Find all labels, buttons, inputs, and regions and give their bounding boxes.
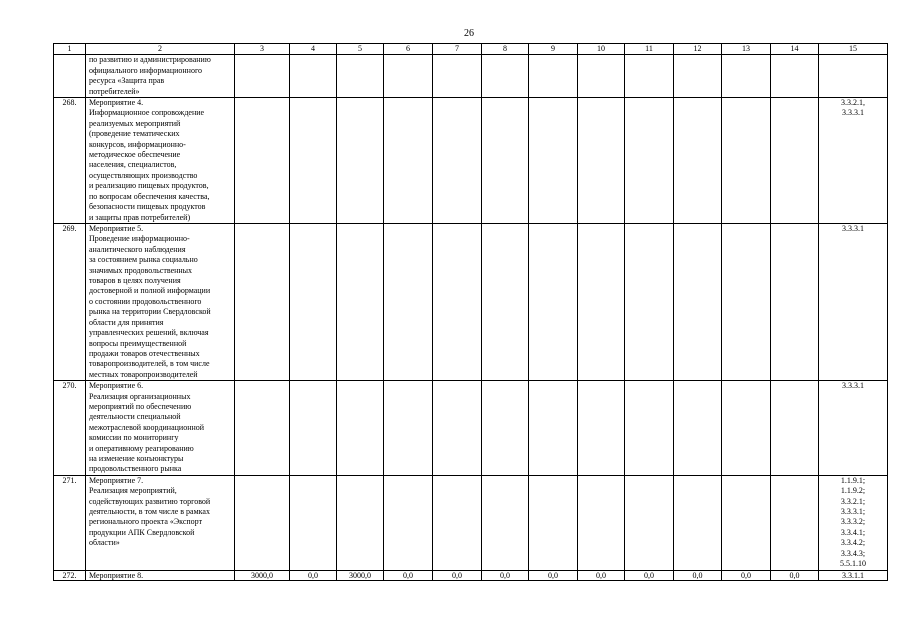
value-cell: 0,0 bbox=[771, 570, 819, 580]
value-cell bbox=[578, 381, 625, 476]
column-header: 14 bbox=[771, 44, 819, 55]
activity-description: Мероприятие 6. Реализация организационных мероприятий по обеспечению деятельности специальной межотраслевой координационной комиссии по мониторингу и оперативному реагированию на изменение конъюнктуры продовольственного рынка bbox=[86, 381, 235, 476]
value-cell bbox=[722, 98, 771, 224]
value-cell: 0,0 bbox=[722, 570, 771, 580]
value-cell bbox=[529, 98, 578, 224]
value-cell bbox=[235, 475, 290, 570]
value-cell bbox=[384, 55, 433, 98]
value-cell bbox=[235, 55, 290, 98]
value-cell bbox=[674, 381, 722, 476]
activity-description: Мероприятие 7. Реализация мероприятий, содействующих развитию торговой деятельности, в том числе в рамках регионального проекта «Экспорт продукции АПК Свердловской области» bbox=[86, 475, 235, 570]
row-number: 272. bbox=[54, 570, 86, 580]
value-cell bbox=[337, 98, 384, 224]
value-cell bbox=[722, 475, 771, 570]
value-cell bbox=[337, 224, 384, 381]
value-cell: 3000,0 bbox=[337, 570, 384, 580]
value-cell bbox=[235, 98, 290, 224]
column-header: 13 bbox=[722, 44, 771, 55]
target-indicators: 3.3.3.1 bbox=[819, 224, 888, 381]
value-cell bbox=[529, 381, 578, 476]
value-cell bbox=[578, 224, 625, 381]
value-cell bbox=[290, 381, 337, 476]
value-cell bbox=[433, 381, 482, 476]
column-header: 15 bbox=[819, 44, 888, 55]
value-cell bbox=[290, 224, 337, 381]
value-cell bbox=[771, 55, 819, 98]
value-cell bbox=[290, 475, 337, 570]
table-row bbox=[54, 224, 888, 381]
value-cell bbox=[290, 98, 337, 224]
row-number bbox=[54, 55, 86, 98]
row-number: 270. bbox=[54, 381, 86, 476]
value-cell: 0,0 bbox=[625, 570, 674, 580]
value-cell bbox=[337, 381, 384, 476]
value-cell bbox=[578, 98, 625, 224]
value-cell bbox=[384, 381, 433, 476]
value-cell bbox=[482, 381, 529, 476]
column-header: 8 bbox=[482, 44, 529, 55]
table-row bbox=[54, 570, 888, 580]
value-cell bbox=[674, 475, 722, 570]
page-number: 26 bbox=[464, 28, 474, 39]
value-cell: 0,0 bbox=[433, 570, 482, 580]
target-indicators: 3.3.2.1, 3.3.3.1 bbox=[819, 98, 888, 224]
value-cell bbox=[771, 475, 819, 570]
table-row bbox=[54, 55, 888, 98]
value-cell bbox=[529, 55, 578, 98]
target-indicators: 3.3.3.1 bbox=[819, 381, 888, 476]
value-cell bbox=[384, 475, 433, 570]
value-cell bbox=[433, 475, 482, 570]
value-cell bbox=[433, 98, 482, 224]
value-cell bbox=[625, 55, 674, 98]
column-header: 7 bbox=[433, 44, 482, 55]
activity-description: Мероприятие 8. bbox=[86, 570, 235, 580]
column-header: 3 bbox=[235, 44, 290, 55]
activity-description: Мероприятие 5. Проведение информационно- аналитического наблюдения за состоянием рынка социально значимых продовольственных товаров в целях получения достоверной и полной информации о состоянии продовольственного рынка на территории Свердловской области для принятия управленческих решений, включая вопросы преимущественной продажи товаров отечественных товаропроизводителей, в том числе местных товаропроизводителей bbox=[86, 224, 235, 381]
value-cell bbox=[482, 475, 529, 570]
value-cell bbox=[625, 98, 674, 224]
value-cell bbox=[235, 224, 290, 381]
value-cell bbox=[529, 224, 578, 381]
value-cell: 0,0 bbox=[482, 570, 529, 580]
value-cell bbox=[625, 224, 674, 381]
header-row bbox=[54, 44, 888, 55]
column-header: 2 bbox=[86, 44, 235, 55]
activities-table bbox=[53, 43, 888, 581]
row-number: 269. bbox=[54, 224, 86, 381]
column-header: 10 bbox=[578, 44, 625, 55]
value-cell bbox=[337, 475, 384, 570]
value-cell bbox=[722, 381, 771, 476]
value-cell bbox=[722, 224, 771, 381]
value-cell bbox=[290, 55, 337, 98]
value-cell bbox=[482, 55, 529, 98]
value-cell bbox=[625, 381, 674, 476]
activity-description: по развитию и администрированию официального информационного ресурса «Защита прав потребителей» bbox=[86, 55, 235, 98]
column-header: 11 bbox=[625, 44, 674, 55]
value-cell bbox=[578, 475, 625, 570]
target-indicators bbox=[819, 55, 888, 98]
column-header: 5 bbox=[337, 44, 384, 55]
value-cell bbox=[337, 55, 384, 98]
value-cell bbox=[529, 475, 578, 570]
value-cell bbox=[771, 224, 819, 381]
value-cell bbox=[578, 55, 625, 98]
value-cell bbox=[674, 55, 722, 98]
value-cell bbox=[482, 224, 529, 381]
value-cell bbox=[433, 224, 482, 381]
table-row bbox=[54, 381, 888, 476]
value-cell bbox=[482, 98, 529, 224]
value-cell bbox=[771, 98, 819, 224]
value-cell bbox=[384, 224, 433, 381]
target-indicators: 3.3.1.1 bbox=[819, 570, 888, 580]
table-row bbox=[54, 98, 888, 224]
column-header: 4 bbox=[290, 44, 337, 55]
column-header: 9 bbox=[529, 44, 578, 55]
value-cell: 0,0 bbox=[290, 570, 337, 580]
value-cell bbox=[384, 98, 433, 224]
value-cell: 3000,0 bbox=[235, 570, 290, 580]
value-cell: 0,0 bbox=[384, 570, 433, 580]
column-header: 12 bbox=[674, 44, 722, 55]
value-cell bbox=[771, 381, 819, 476]
row-number: 271. bbox=[54, 475, 86, 570]
value-cell: 0,0 bbox=[578, 570, 625, 580]
value-cell bbox=[674, 98, 722, 224]
row-number: 268. bbox=[54, 98, 86, 224]
table-row bbox=[54, 475, 888, 570]
value-cell bbox=[433, 55, 482, 98]
column-header: 6 bbox=[384, 44, 433, 55]
target-indicators: 1.1.9.1; 1.1.9.2; 3.3.2.1; 3.3.3.1; 3.3.3.2; 3.3.4.1; 3.3.4.2; 3.3.4.3; 5.5.1.10 bbox=[819, 475, 888, 570]
value-cell bbox=[674, 224, 722, 381]
activity-description: Мероприятие 4. Информационное сопровождение реализуемых мероприятий (проведение тематических конкурсов, информационно- методическое обеспечение населения, специалистов, осуществляющих производство и реализацию пищевых продуктов, по вопросам обеспечения качества, безопасности пищевых продуктов и защиты прав потребителей) bbox=[86, 98, 235, 224]
value-cell: 0,0 bbox=[529, 570, 578, 580]
value-cell: 0,0 bbox=[674, 570, 722, 580]
value-cell bbox=[235, 381, 290, 476]
column-header: 1 bbox=[54, 44, 86, 55]
value-cell bbox=[722, 55, 771, 98]
value-cell bbox=[625, 475, 674, 570]
